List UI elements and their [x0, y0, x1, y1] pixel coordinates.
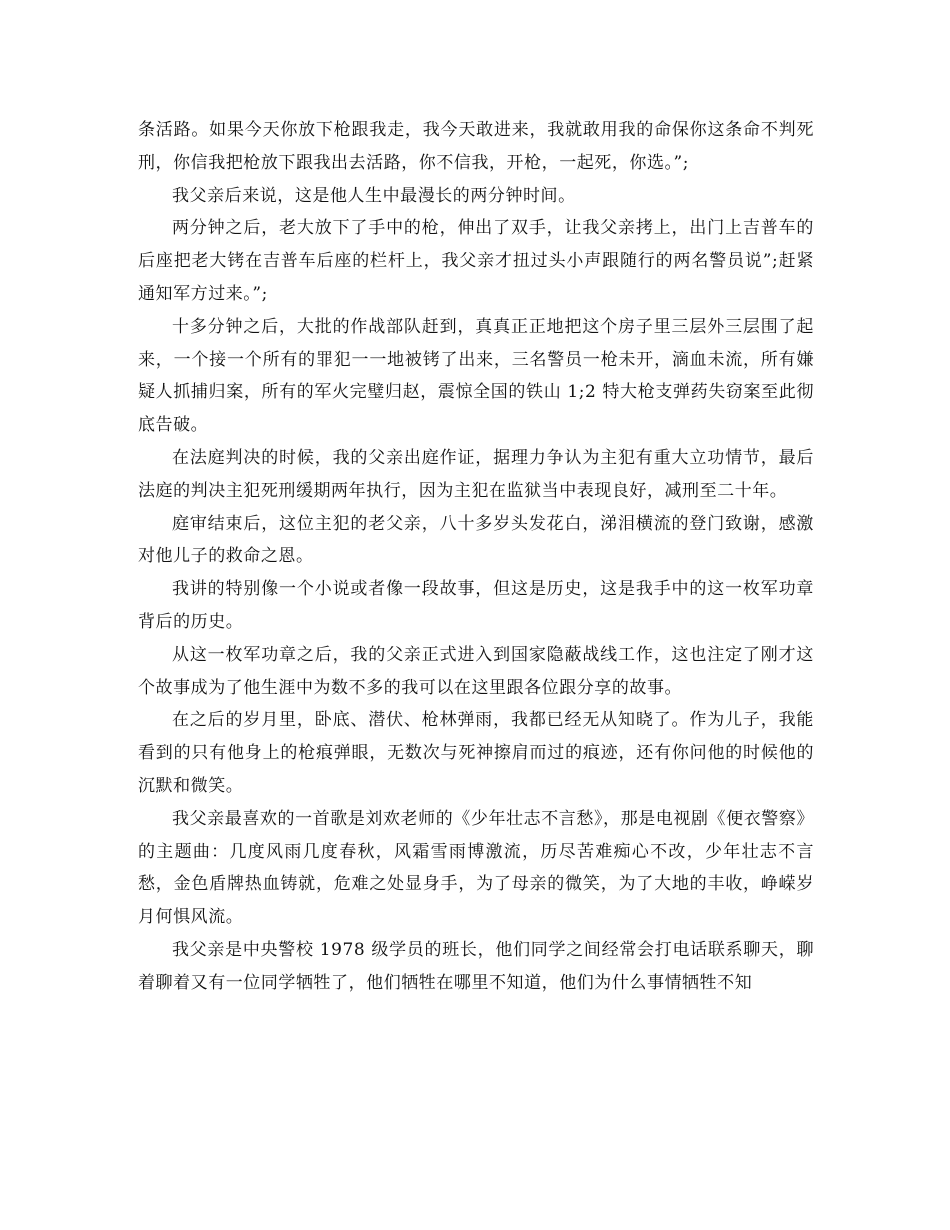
paragraph: 在法庭判决的时候，我的父亲出庭作证，据理力争认为主犯有重大立功情节，最后法庭的判决主犯死刑缓期两年执行，因为主犯在监狱当中表现良好，减刑至二十年。 — [138, 447, 814, 501]
paragraph: 在之后的岁月里，卧底、潜伏、枪林弹雨，我都已经无从知晓了。作为儿子，我能看到的只有他身上的枪痕弹眼，无数次与死神擦肩而过的痕迹，还有你问他的时候他的沉默和微笑。 — [138, 710, 814, 796]
paragraph: 两分钟之后，老大放下了手中的枪，伸出了双手，让我父亲拷上，出门上吉普车的后座把老大铐在吉普车后座的栏杆上，我父亲才扭过头小声跟随行的两名警员说”;赶紧通知军方过来。”; — [138, 218, 814, 304]
document-body — [138, 114, 814, 1000]
paragraph: 我讲的特别像一个小说或者像一段故事，但这是历史，这是我手中的这一枚军功章背后的历史。 — [138, 579, 814, 632]
paragraph: 我父亲后来说，这是他人生中最漫长的两分钟时间。 — [172, 185, 576, 206]
paragraph: 十多分钟之后，大批的作战部队赶到，真真正正地把这个房子里三层外三层围了起来，一个接一个所有的罪犯一一地被铐了出来，三名警员一枪未开，滴血未流，所有嫌疑人抓捕归案，所有的军火完璧归赵，震惊全国的铁山 1;2 特大枪支弹药失窃案至此彻底告破。 — [138, 316, 814, 436]
paragraph: 庭审结束后，这位主犯的老父亲，八十多岁头发花白，涕泪横流的登门致谢，感激对他儿子的救命之恩。 — [138, 513, 814, 567]
paragraph: 从这一枚军功章之后，我的父亲正式进入到国家隐蔽战线工作，这也注定了刚才这个故事成为了他生涯中为数不多的我可以在这里跟各位跟分享的故事。 — [138, 644, 814, 698]
paragraph: 我父亲是中央警校 1978 级学员的班长，他们同学之间经常会打电话联系聊天，聊着聊着又有一位同学牺牲了，他们牺牲在哪里不知道，他们为什么事情牺牲不知 — [138, 939, 814, 993]
paragraph-continued: 条活路。如果今天你放下枪跟我走，我今天敢进来，我就敢用我的命保你这条命不判死刑，你信我把枪放下跟我出去活路，你不信我，开枪，一起死，你选。”; — [138, 120, 814, 173]
paragraph: 我父亲最喜欢的一首歌是刘欢老师的《少年壮志不言愁》，那是电视剧《便衣警察》的主题曲：几度风雨几度春秋，风霜雪雨博激流，历尽苦难痴心不改，少年壮志不言愁，金色盾牌热血铸就，危难之处显身手，为了母亲的微笑，为了大地的丰收，峥嵘岁月何惧风流。 — [138, 808, 814, 928]
